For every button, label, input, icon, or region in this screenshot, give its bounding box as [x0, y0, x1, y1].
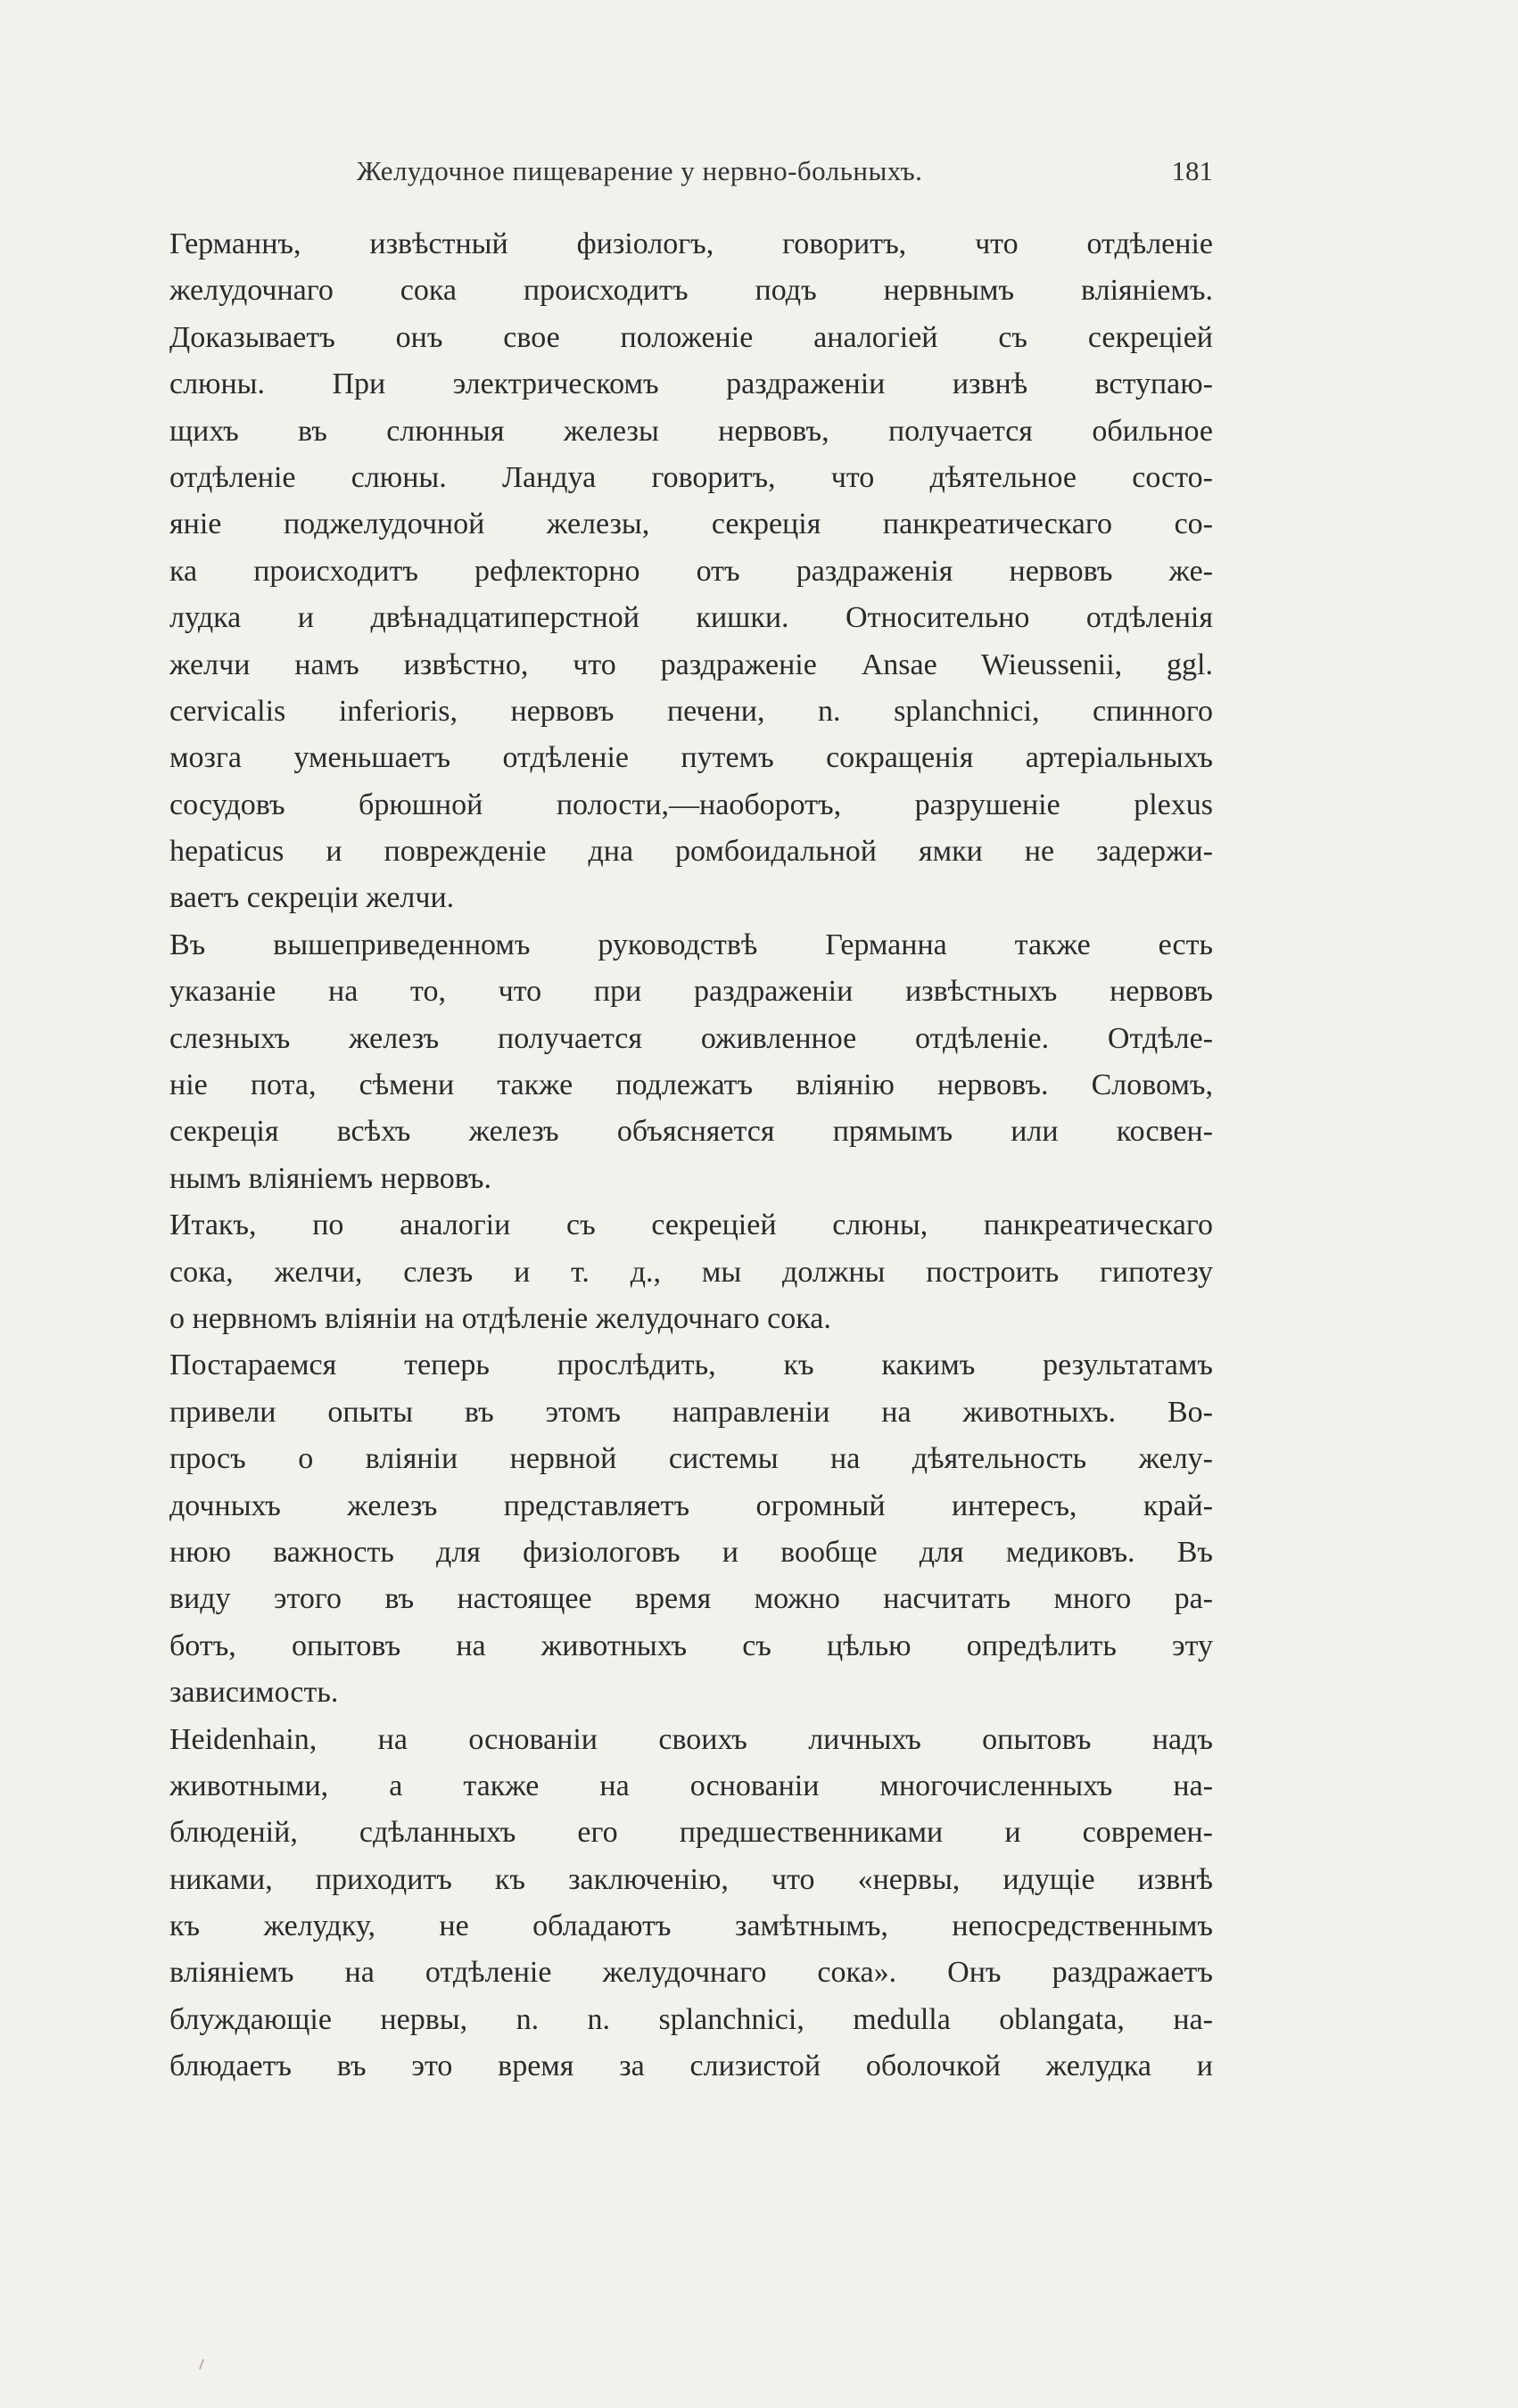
text-line: слюны. При электрическомъ раздраженіи извнѣ вступаю-	[169, 367, 1213, 401]
text-line: ботъ, опытовъ на животныхъ съ цѣлью опредѣлить эту	[169, 1629, 1213, 1662]
text-line: блуждающіе нервы, n. n. splanchnici, medulla oblangata, на-	[169, 2002, 1213, 2036]
text-line: Итакъ, по аналогіи съ секреціей слюны, панкреатическаго	[169, 1208, 1213, 1242]
text-line: сосудовъ брюшной полости,—наоборотъ, разрушеніе plexus	[169, 788, 1213, 821]
text-line: ніе пота, сѣмени также подлежатъ вліянію нервовъ. Словомъ,	[169, 1068, 1213, 1102]
text-line: ка происходитъ рефлекторно отъ раздраженія нервовъ же-	[169, 554, 1213, 588]
text-line: сока, желчи, слезъ и т. д., мы должны построить гипотезу	[169, 1255, 1213, 1289]
text-line: мозга уменьшаетъ отдѣленіе путемъ сокращенія артеріальныхъ	[169, 741, 1213, 775]
text-line: просъ о вліяніи нервной системы на дѣятельность желу-	[169, 1442, 1213, 1476]
text-line: зависимость.	[169, 1676, 339, 1710]
text-line: Германнъ, извѣстный физіологъ, говоритъ, что отдѣленіе	[169, 227, 1213, 260]
page-number: 181	[1171, 155, 1213, 186]
text-line: яніе поджелудочной железы, секреція панкреатическаго со-	[169, 507, 1213, 541]
text-line: виду этого въ настоящее время можно насчитать много ра-	[169, 1582, 1213, 1616]
text-line: о нервномъ вліяніи на отдѣленіе желудочнаго сока.	[169, 1301, 831, 1335]
text-line: животными, а также на основаніи многочисленныхъ на-	[169, 1769, 1213, 1802]
text-line: cervicalis inferioris, нервовъ печени, n. splanchnici, спинного	[169, 694, 1213, 728]
text-line: блюдаетъ въ это время за слизистой оболочкой желудка и	[169, 2049, 1213, 2083]
text-line: привели опыты въ этомъ направленіи на животныхъ. Во-	[169, 1395, 1213, 1429]
running-title: Желудочное пищеварение у нервно-больныхъ.	[357, 155, 923, 186]
paragraph-2	[169, 922, 1213, 1202]
text-line: желчи намъ извѣстно, что раздраженіе Ansae Wieussenii, ggl.	[169, 647, 1213, 681]
text-line: Heidenhain, на основаніи своихъ личныхъ опытовъ надъ	[169, 1722, 1213, 1756]
paragraph-1	[169, 221, 1213, 922]
text-line: къ желудку, не обладаютъ замѣтнымъ, непосредственнымъ	[169, 1909, 1213, 1943]
text-line: секреція всѣхъ железъ объясняется прямымъ или косвен-	[169, 1115, 1213, 1149]
paragraph-4	[169, 1342, 1213, 1716]
text-line: вліяніемъ на отдѣленіе желудочнаго сока». Онъ раздражаетъ	[169, 1956, 1213, 1990]
text-line: слезныхъ железъ получается оживленное отдѣленіе. Отдѣле-	[169, 1021, 1213, 1055]
paragraph-5	[169, 1717, 1213, 2091]
text-line: нымъ вліяніемъ нервовъ.	[169, 1161, 492, 1195]
text-line: лудка и двѣнадцатиперстной кишки. Относительно отдѣленія	[169, 601, 1213, 635]
text-line: hepaticus и поврежденіе дна ромбоидальной ямки не задержи-	[169, 835, 1213, 869]
text-line: указаніе на то, что при раздраженіи извѣстныхъ нервовъ	[169, 975, 1213, 1009]
paragraph-3	[169, 1202, 1213, 1342]
text-line: никами, приходитъ къ заключенію, что «нервы, идущіе извнѣ	[169, 1862, 1213, 1896]
text-line: Доказываетъ онъ свое положеніе аналогіей съ секреціей	[169, 320, 1213, 354]
paper-speck	[199, 2359, 204, 2370]
text-line: блюденій, сдѣланныхъ его предшественниками и современ-	[169, 1816, 1213, 1850]
text-line: ваетъ секреціи желчи.	[169, 881, 455, 915]
text-line: желудочнаго сока происходитъ подъ нервнымъ вліяніемъ.	[169, 274, 1213, 308]
text-line: щихъ въ слюнныя железы нервовъ, получается обильное	[169, 414, 1213, 448]
text-line: отдѣленіе слюны. Ландуа говоритъ, что дѣятельное состо-	[169, 460, 1213, 494]
body-text	[169, 221, 1213, 2091]
text-line: Постараемся теперь прослѣдить, къ какимъ результатамъ	[169, 1348, 1213, 1382]
running-head	[169, 152, 1213, 196]
text-line: Въ вышеприведенномъ руководствѣ Германна также есть	[169, 928, 1213, 961]
text-line: дочныхъ железъ представляетъ огромный интересъ, край-	[169, 1489, 1213, 1522]
text-line: нюю важность для физіологовъ и вообще для медиковъ. Въ	[169, 1535, 1213, 1569]
